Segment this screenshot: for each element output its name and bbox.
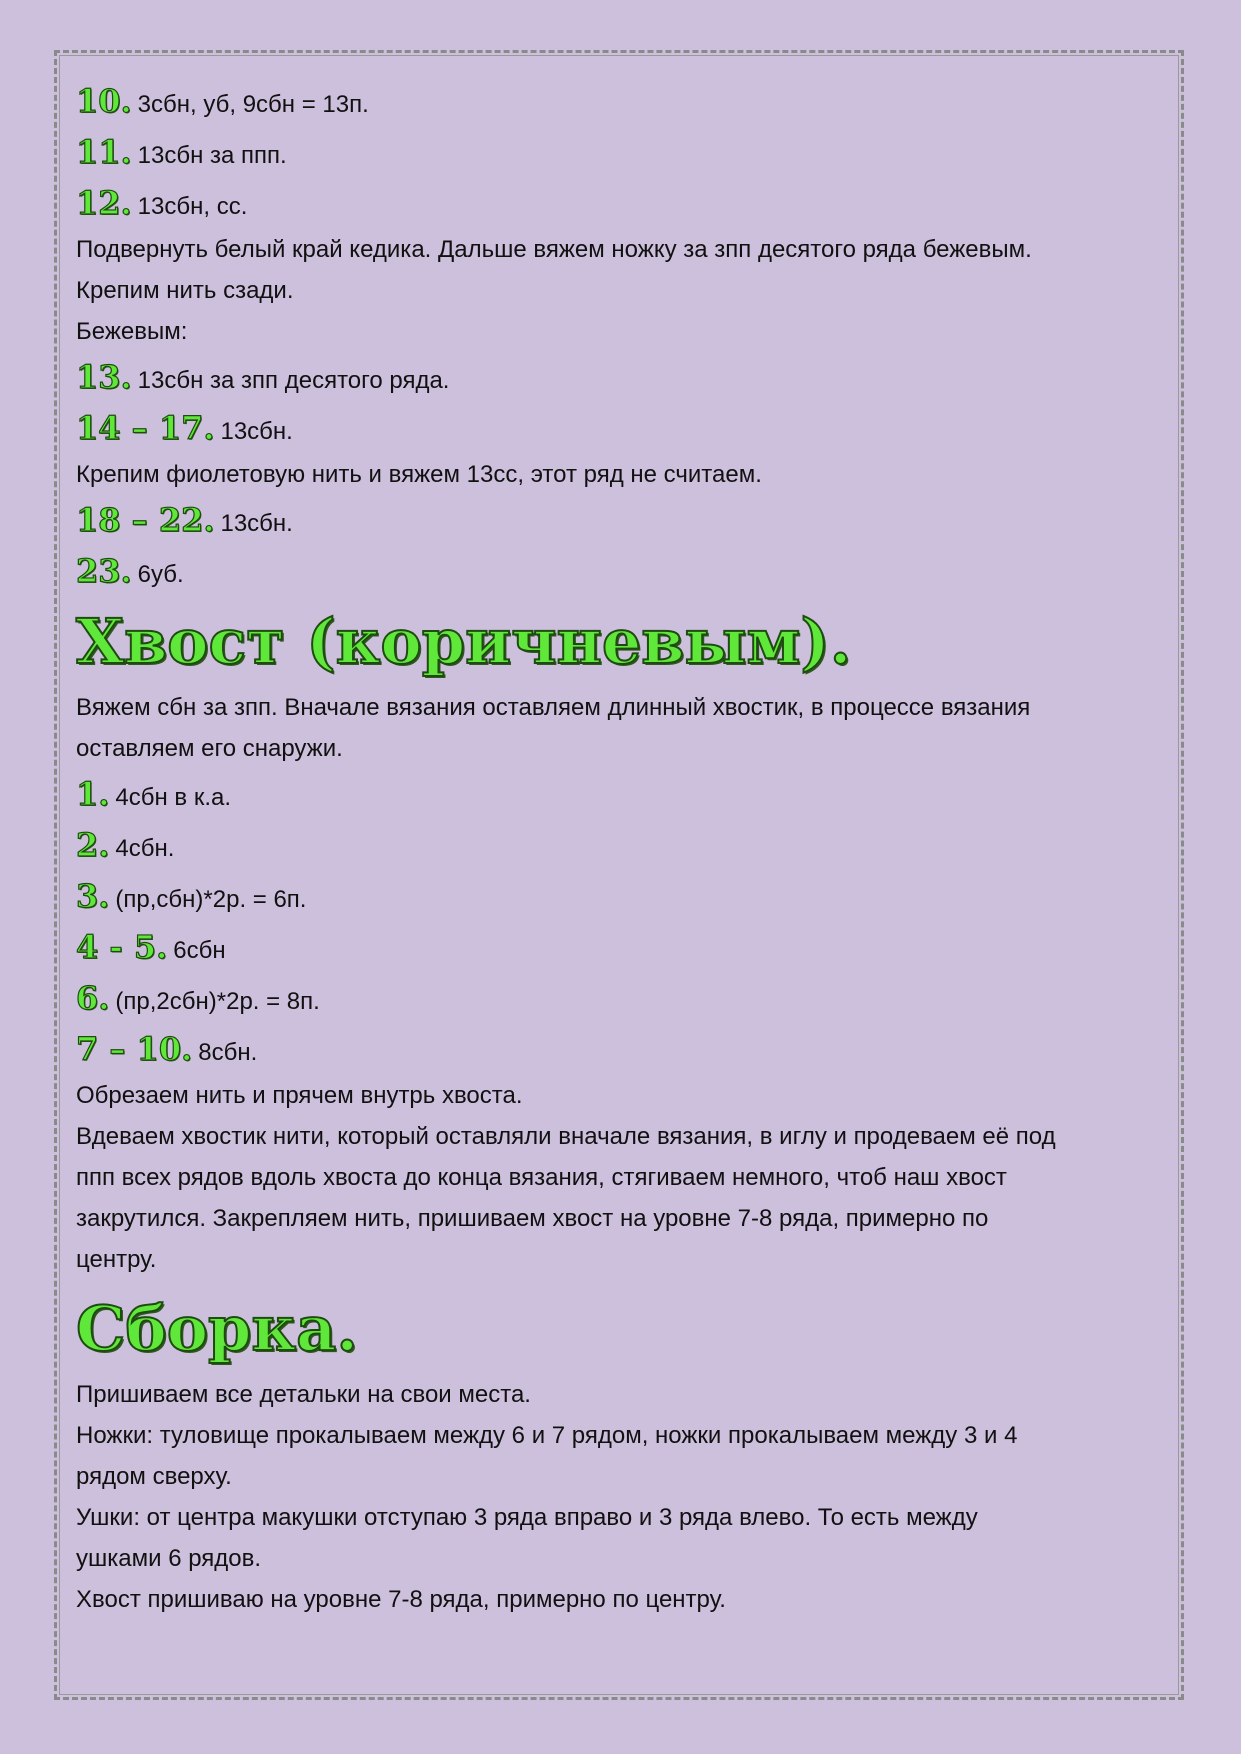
instruction-line: Ножки: туловище прокалываем между 6 и 7 рядом, ножки прокалываем между 3 и 4 <box>76 1422 1018 1449</box>
row-number: 23. <box>76 552 132 590</box>
instruction-line: Подвернуть белый край кедика. Дальше вяжем ножку за зпп десятого ряда бежевым. <box>76 236 1032 263</box>
row-number: 2. <box>76 826 110 864</box>
row-number: 11. <box>76 133 132 171</box>
instruction-line: центру. <box>76 1246 157 1273</box>
section-heading-tail: Хвост (коричневым). <box>76 605 852 678</box>
row-step <box>76 922 1176 973</box>
instruction-line: закрутился. Закрепляем нить, пришиваем хвост на уровне 7-8 ряда, примерно по <box>76 1205 989 1232</box>
row-step <box>76 352 1176 403</box>
row-text: 4сбн. <box>115 835 175 862</box>
row-text: 3сбн, уб, 9сбн = 13п. <box>137 91 369 118</box>
row-step <box>76 178 1176 229</box>
row-number: 1. <box>76 775 110 813</box>
instruction-line: Пришиваем все детальки на свои места. <box>76 1381 531 1408</box>
instruction-line: Вдеваем хвостик нити, который оставляли вначале вязания, в иглу и продеваем её под <box>76 1123 1056 1150</box>
row-text: (пр,сбн)*2р. = 6п. <box>115 886 307 913</box>
row-text: 4сбн в к.а. <box>115 784 232 811</box>
row-text: (пр,2сбн)*2р. = 8п. <box>115 988 320 1015</box>
instruction-line: Хвост пришиваю на уровне 7-8 ряда, примерно по центру. <box>76 1586 726 1613</box>
instruction-line: Бежевым: <box>76 318 188 345</box>
instruction-line: ушками 6 рядов. <box>76 1545 262 1572</box>
row-step <box>76 769 1176 820</box>
row-step <box>76 495 1176 546</box>
section-heading-assembly: Сборка. <box>76 1292 358 1365</box>
row-step <box>76 546 1176 597</box>
row-step <box>76 820 1176 871</box>
row-number: 4 - 5. <box>76 928 168 966</box>
row-text: 13сбн за ппп. <box>137 142 287 169</box>
row-step <box>76 127 1176 178</box>
row-number: 14 – 17. <box>76 409 215 447</box>
row-text: 13сбн, сс. <box>137 193 248 220</box>
instruction-line: оставляем его снаружи. <box>76 735 343 762</box>
instruction-line: ппп всех рядов вдоль хвоста до конца вязания, стягиваем немного, чтоб наш хвост <box>76 1164 1007 1191</box>
row-step <box>76 76 1176 127</box>
row-number: 18 – 22. <box>76 501 215 539</box>
instruction-line: Крепим нить сзади. <box>76 277 294 304</box>
row-text: 13сбн за зпп десятого ряда. <box>137 367 450 394</box>
row-text: 13сбн. <box>220 418 293 445</box>
instruction-line: Вяжем сбн за зпп. Вначале вязания оставляем длинный хвостик, в процессе вязания <box>76 694 1031 721</box>
instruction-line: Ушки: от центра макушки отступаю 3 ряда вправо и 3 ряда влево. То есть между <box>76 1504 978 1531</box>
row-step <box>76 403 1176 454</box>
row-text: 6сбн <box>173 937 226 964</box>
row-text: 8сбн. <box>198 1039 258 1066</box>
row-step <box>76 973 1176 1024</box>
instruction-line: Обрезаем нить и прячем внутрь хвоста. <box>76 1082 523 1109</box>
row-number: 12. <box>76 184 132 222</box>
row-number: 10. <box>76 82 132 120</box>
document-body <box>76 76 1176 1620</box>
row-number: 7 – 10. <box>76 1030 193 1068</box>
row-step <box>76 1024 1176 1075</box>
row-number: 3. <box>76 877 110 915</box>
row-number: 6. <box>76 979 110 1017</box>
row-number: 13. <box>76 358 132 396</box>
row-text: 6уб. <box>137 561 184 588</box>
row-text: 13сбн. <box>220 510 293 537</box>
row-step <box>76 871 1176 922</box>
instruction-line: рядом сверху. <box>76 1463 232 1490</box>
instruction-line: Крепим фиолетовую нить и вяжем 13сс, этот ряд не считаем. <box>76 461 762 488</box>
